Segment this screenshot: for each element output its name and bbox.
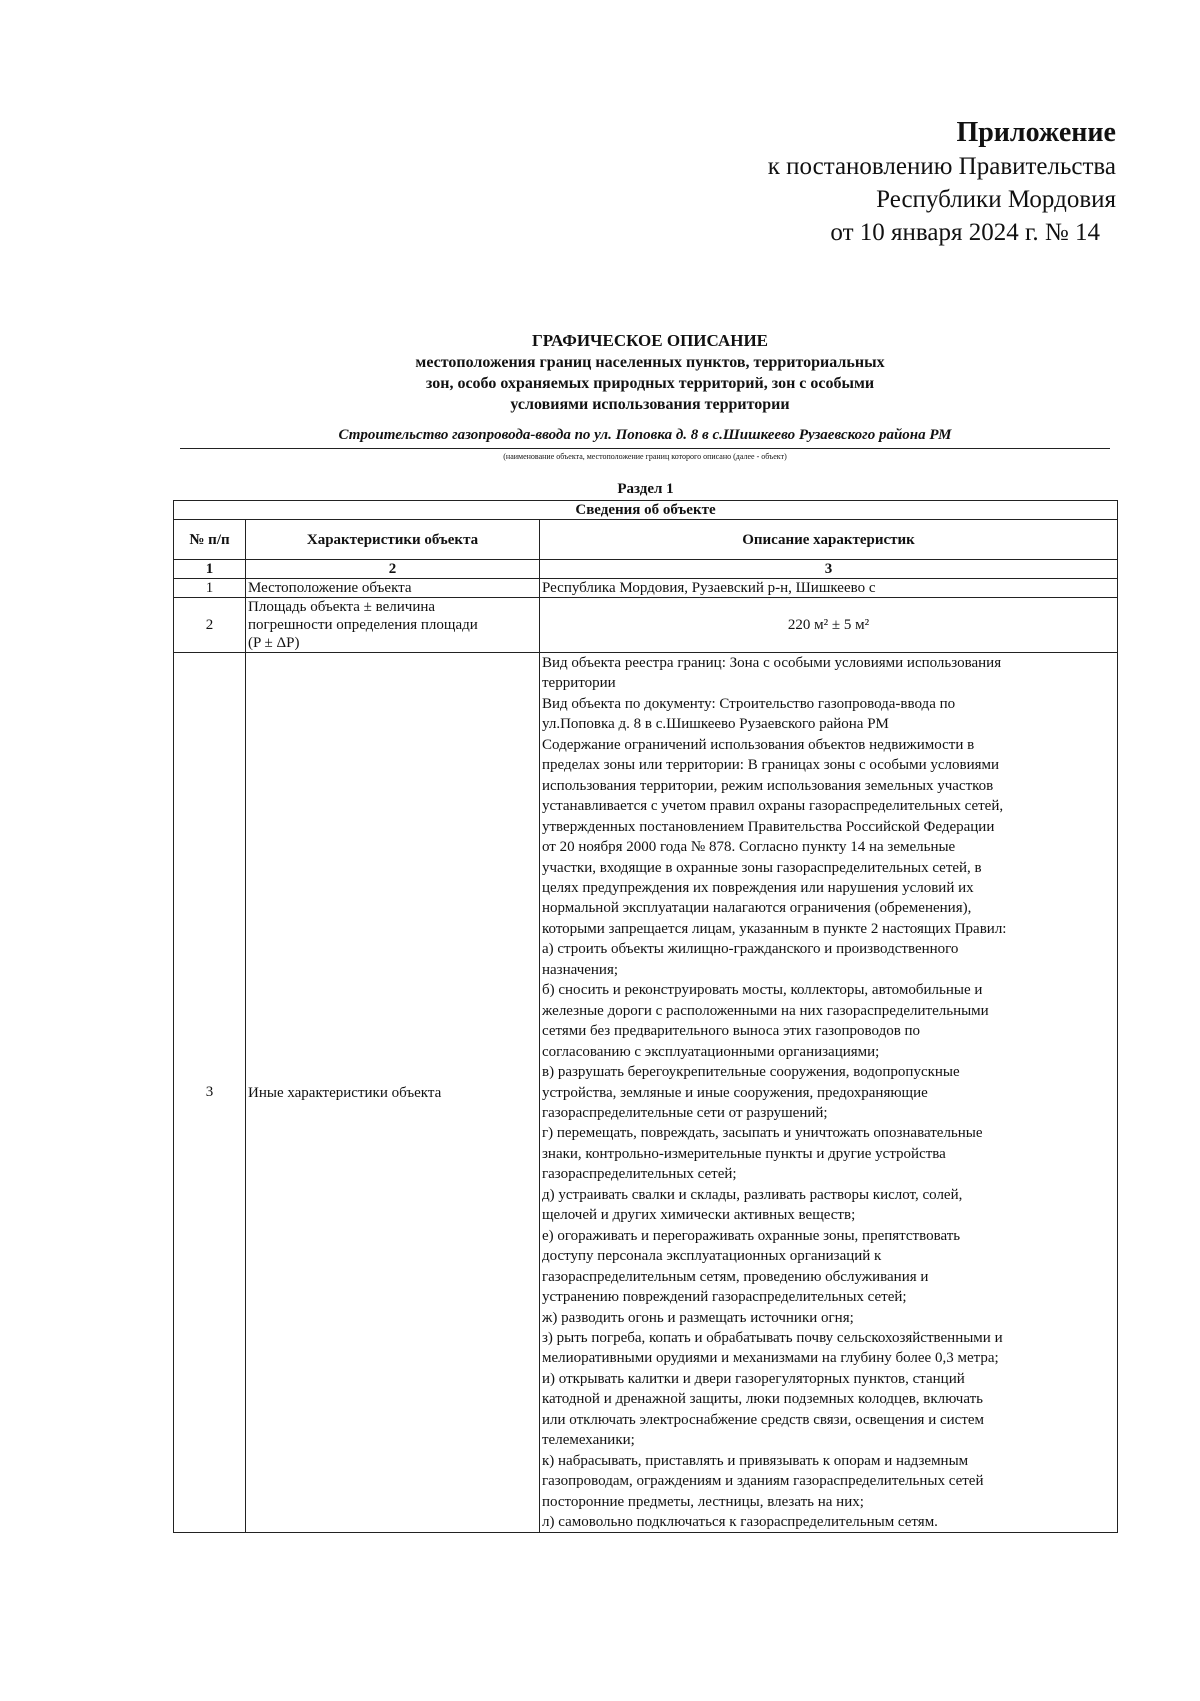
column-number: 2 bbox=[246, 560, 540, 579]
table-caption: Сведения об объекте bbox=[174, 501, 1118, 520]
description-line: е) огораживать и перегораживать охранные зоны, препятствовать bbox=[542, 1227, 961, 1244]
object-name-note: (наименование объекта, местоположение границ которого описано (далее - объект) bbox=[503, 452, 787, 461]
row-number: 2 bbox=[174, 598, 246, 653]
description-line: согласованию с эксплуатационными организациями; bbox=[542, 1043, 880, 1060]
table-row bbox=[174, 653, 1118, 1533]
row-number: 1 bbox=[174, 579, 246, 598]
row-characteristic-line: погрешности определения площади bbox=[248, 617, 478, 633]
header-description: Описание характеристик bbox=[540, 520, 1118, 560]
table-row bbox=[174, 579, 1118, 598]
description-line: телемеханики; bbox=[542, 1432, 635, 1449]
row-value: 220 м² ± 5 м² bbox=[540, 598, 1118, 653]
description-line: г) перемещать, повреждать, засыпать и уничтожать опознавательные bbox=[542, 1125, 983, 1142]
description-line: использования территории, режим использования земельных участков bbox=[542, 777, 994, 794]
row-value: Республика Мордовия, Рузаевский р-н, Шишкеево с bbox=[540, 579, 1118, 598]
row-characteristic-line: (P ± ΔP) bbox=[248, 635, 300, 651]
description-line: Содержание ограничений использования объектов недвижимости в bbox=[542, 736, 975, 753]
appendix-block bbox=[516, 116, 1116, 249]
appendix-date: от 10 января 2024 г. № 14 bbox=[830, 219, 1100, 246]
row-characteristic: Местоположение объекта bbox=[246, 579, 540, 598]
document-heading bbox=[180, 330, 1120, 415]
description-line: к) набрасывать, приставлять и привязывать к опорам и надземным bbox=[542, 1452, 969, 1469]
description-line: устранению повреждений газораспределительных сетей; bbox=[542, 1289, 907, 1306]
description-line: б) сносить и реконструировать мосты, коллекторы, автомобильные и bbox=[542, 982, 983, 999]
description-line: д) устраивать свалки и склады, разливать растворы кислот, солей, bbox=[542, 1186, 963, 1203]
description-line: мелиоративными орудиями и механизмами на глубину более 0,3 метра; bbox=[542, 1350, 999, 1367]
description-line: железные дороги с расположенными на них газораспределительными bbox=[542, 1002, 989, 1019]
description-line: устанавливается с учетом правил охраны газораспределительных сетей, bbox=[542, 798, 1004, 815]
description-line: ж) разводить огонь и размещать источники огня; bbox=[542, 1309, 854, 1326]
description-line: пределах зоны или территории: В границах зоны с особыми условиями bbox=[542, 757, 1000, 774]
description-line: и) открывать калитки и двери газорегуляторных пунктов, станций bbox=[542, 1370, 965, 1387]
description-line: газораспределительные сети от разрушений; bbox=[542, 1104, 828, 1121]
description-line: назначения; bbox=[542, 961, 619, 978]
description-line: территории bbox=[542, 675, 616, 692]
object-info-table bbox=[173, 500, 1118, 1533]
description-line: газопроводам, ограждениям и зданиям газораспределительных сетей bbox=[542, 1473, 984, 1490]
document-subtitle-line: зон, особо охраняемых природных территорий, зон с особыми bbox=[425, 375, 875, 392]
description-line: катодной и дренажной защиты, люки подземных колодцев, включать bbox=[542, 1391, 983, 1408]
description-line: газораспределительных сетей; bbox=[542, 1166, 737, 1183]
description-line: которыми запрещается лицам, указанным в пункте 2 настоящих Правил: bbox=[542, 920, 1007, 937]
description-line: или отключать электроснабжение средств связи, освещения и систем bbox=[542, 1411, 985, 1428]
description-line: Вид объекта реестра границ: Зона с особыми условиями использования bbox=[542, 655, 1002, 671]
description-line: а) строить объекты жилищно-гражданского и производственного bbox=[542, 941, 959, 958]
description-line: утвержденных постановлением Правительства Российской Федерации bbox=[542, 818, 995, 835]
description-line: посторонние предметы, лестницы, влезать на них; bbox=[542, 1493, 864, 1510]
description-line: от 20 ноября 2000 года № 878. Согласно пункту 14 на земельные bbox=[542, 839, 956, 856]
row-number: 3 bbox=[174, 653, 246, 1533]
object-name: Строительство газопровода-ввода по ул. Поповка д. 8 в с.Шишкеево Рузаевского района РМ bbox=[180, 425, 1110, 449]
document-title: ГРАФИЧЕСКОЕ ОПИСАНИЕ bbox=[531, 331, 769, 350]
description-line: знаки, контрольно-измерительные пункты и другие устройства bbox=[542, 1145, 946, 1162]
description-line: устройства, земляные и иные сооружения, предохраняющие bbox=[542, 1084, 928, 1101]
description-line: Вид объекта по документу: Строительство газопровода-ввода по bbox=[542, 695, 956, 712]
description-line: доступу персонала эксплуатационных организаций к bbox=[542, 1248, 882, 1265]
row-characteristic: Иные характеристики объекта bbox=[246, 653, 540, 1533]
description-line: нормальной эксплуатации налагаются ограничения (обременения), bbox=[542, 900, 972, 917]
row-characteristic-line: Площадь объекта ± величина bbox=[248, 599, 436, 615]
description-line: целях предупреждения их повреждения или нарушения условий их bbox=[542, 879, 974, 896]
description-line: участки, входящие в охранные зоны газораспределительных сетей, в bbox=[542, 859, 982, 876]
description-line: сетями без предварительного выноса этих газопроводов по bbox=[542, 1023, 921, 1040]
header-number: № п/п bbox=[174, 520, 246, 560]
description-line: ул.Поповка д. 8 в с.Шишкеево Рузаевского района РМ bbox=[542, 716, 889, 733]
column-number: 3 bbox=[540, 560, 1118, 579]
appendix-line: Республики Мордовия bbox=[876, 186, 1116, 213]
description-line: л) самовольно подключаться к газораспределительным сетям. bbox=[542, 1514, 938, 1531]
description-line: газораспределительным сетям, проведению обслуживания и bbox=[542, 1268, 929, 1285]
header-characteristics: Характеристики объекта bbox=[246, 520, 540, 560]
description-line: в) разрушать берегоукрепительные сооружения, водопропускные bbox=[542, 1064, 960, 1081]
appendix-line: к постановлению Правительства bbox=[767, 153, 1116, 180]
row-value-description bbox=[540, 653, 1118, 1533]
document-subtitle-line: местоположения границ населенных пунктов, территориальных bbox=[415, 354, 885, 371]
document-subtitle-line: условиями использования территории bbox=[510, 396, 790, 413]
description-line: з) рыть погреба, копать и обрабатывать почву сельскохозяйственными и bbox=[542, 1329, 1003, 1346]
column-number: 1 bbox=[174, 560, 246, 579]
section-title: Раздел 1 bbox=[617, 481, 674, 497]
table-row bbox=[174, 598, 1118, 653]
description-line: щелочей и других химически активных веществ; bbox=[542, 1207, 856, 1224]
row-characteristic bbox=[246, 598, 540, 653]
appendix-title: Приложение bbox=[956, 117, 1116, 148]
